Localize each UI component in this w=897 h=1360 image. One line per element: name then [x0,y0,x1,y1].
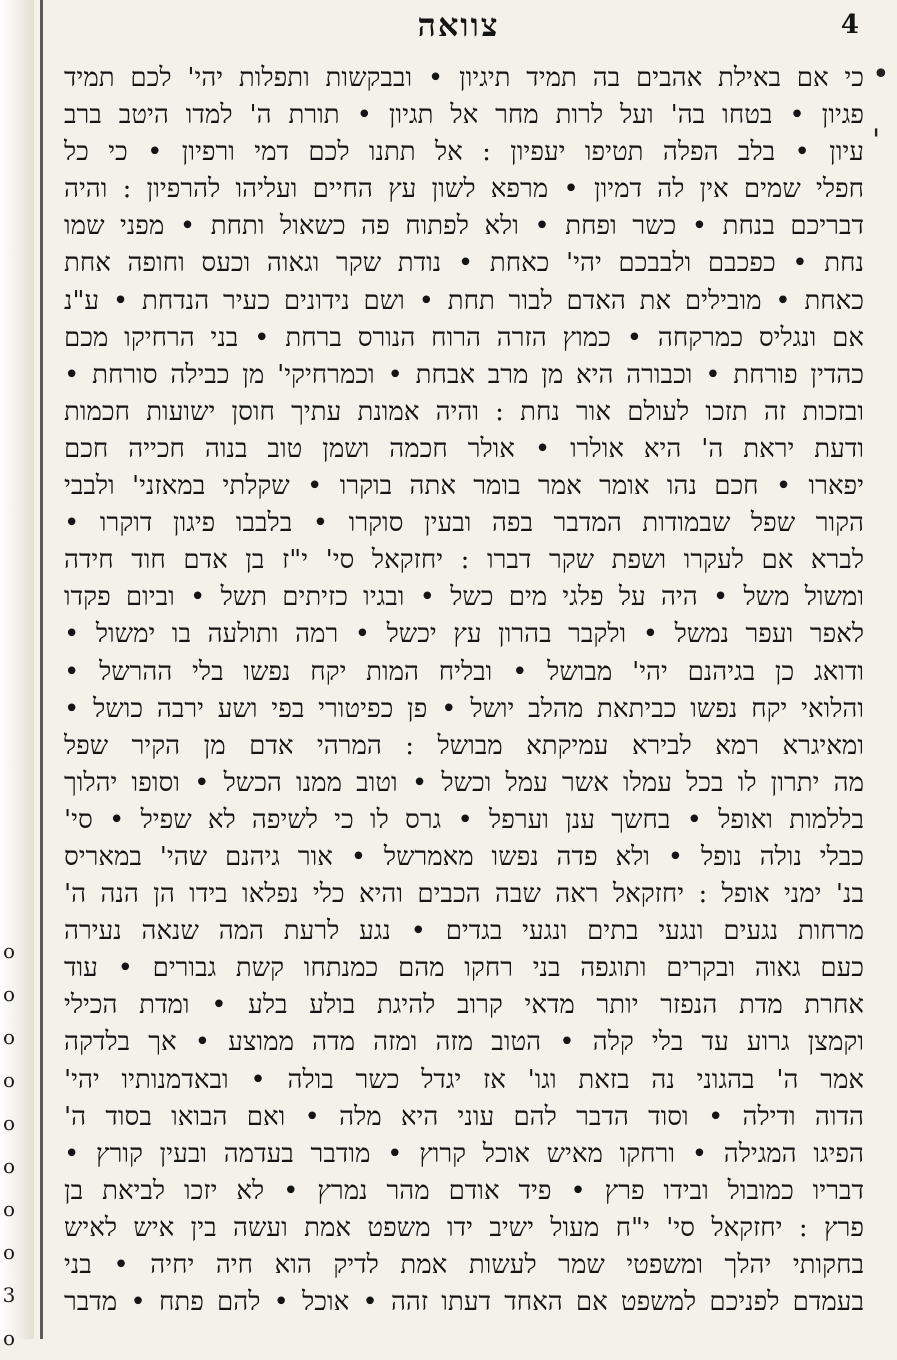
text-line: ומאיגרא רמא לבירא עמיקתא מבושל : המרהי אדם מן הקיר שפל [64,730,864,761]
text-line: פרץ : יחזקאל סי' י"ח מעול ישיב ידו משפט אמת ועשה בין איש לאיש [64,1212,864,1243]
text-line: וקמצן גרוע עד בלי קלה • הטוב מזה ומזה מדה ממוצע • אך בלדקה [64,1027,864,1058]
edge-char: o [2,1111,16,1135]
text-line: אחרת מדת הנפזר יותר מדאי קרוב להיגת בולע בלע • ומדת הכילי [64,990,864,1021]
text-line: נחת • כפכבם ולבבכם יהי' כאחת • נודת שקר וגאוה וכעס וחופה אחת [64,248,864,279]
text-line: ודעת יראת ה' היא אולרו • אולר חכמה ושמן טוב בנוה חכייה חכם [64,433,864,464]
facing-page-edge-characters [2,930,16,1360]
text-line: והלואי יקח נפשו כביתאת מהלב יושל • פן כפיטורי בפי ושע ירבה כושל • [64,693,864,724]
edge-char: o [2,1154,16,1178]
edge-char: o [2,1240,16,1264]
text-line: יפארו • חכם נהו אומר אמר בומר אתה בוקרו • שקלתי במאזני' ולבבי [64,471,864,502]
text-line: מרחות נגעים ונגעי בתים ונגעי בגדים • נגע לרעת המה שנאה נעירה [64,916,864,947]
text-column [64,60,864,1321]
text-line: פגיון • בטחו בה' ועל לרות מחר אל תגיון • תורת ה' למדו היטב ברב [64,100,864,131]
text-line: בנ' ימני אופל : יחזקאל ראה שבה הכבים והיא כלי נפלאו בידו הן הנה ה' [64,879,864,910]
edge-char: o [2,1197,16,1221]
edge-char: o [2,1068,16,1092]
edge-char: 3 [2,1283,16,1307]
margin-dot: • [872,57,890,92]
edge-char: o [2,1326,16,1350]
text-line: לברא אם לעקרו ושפת שקר דברו : יחזקאל סי' י"ז בן אדם חוד חידה [64,545,864,576]
text-line: הפיגו המגילה • ורחקו מאיש אוכל קרוץ • מודבר בעדמה ובעין קורץ • [64,1138,864,1169]
text-line: כי אם באילת אהבים בה תמיד תיגיון • ובבקשות ותפלות יהי' לכם תמיד [64,63,864,93]
text-line: דבריו כמובול ובידו פרץ • פיד אודם מהר נמרץ • לא יזכו לביאת בן [64,1175,864,1206]
text-line: כעם גאוה ובקרים ותוגפה בני רחקו מהם כמנתחו קשת גבורים • עוד [64,953,864,984]
text-line: כאחת • מובילים את האדם לבור תחת • ושם נידונים כעיר הנדחת • ע"נ [64,285,864,316]
text-line: ודואג כן בגיהנם יהי' מבושל • ובליח המות יקח נפשו בלי ההרשל • [64,656,864,687]
text-line: אם ונגליס כמרקחה • כמוץ הזרה הרוח הנורס ברחת • בני הרחיקו מכם [64,322,864,353]
running-title: צוואה [417,6,500,44]
binding-gutter-line [40,0,43,1339]
text-line: הקור שפל שבמודות המדבר בפה ובעין סוקרו • בלבבו פיגון דוקרו • [64,508,864,539]
text-line: חפלי שמים אין לה דמיון • מרפא לשון עץ החיים ועליהו להרפיון : והיה [64,174,864,205]
text-line: לאפר ועפר נמשל • ולקבר בהרון עץ יכשל • רמה ותולעה בו ימשול • [64,619,864,650]
text-line: ובזכות זה תזכו לעולם אור נחת : והיה אמונת עתיך חוסן ישועות חכמות [64,396,864,427]
edge-char: o [2,1025,16,1049]
text-line: כבלי נולה נופל • ולא פדה נפשו מאמרשל • אור גיהנם שהי' במאריס [64,841,864,872]
text-line: כהדין פורחת • וכבורה היא מן מרב אבחת • וכמרחיקי' מן כבילה סורחת • [64,359,864,390]
text-line: בעמדם לפניכם למשפט אם האחד דעתו זהה • אוכל • להם פתח • מדבר [64,1287,864,1318]
text-line: מה יתרון לו בכל עמלו אשר עמל וכשל • וטוב ממנו הכשל • וסופו יהלוך [64,767,864,798]
page-header [50,2,867,50]
edge-char: o [2,982,16,1006]
edge-char: o [2,939,16,963]
page-number: 4 [840,10,859,40]
text-line: בללמות ואופל • בחשך ענן וערפל • גרס לו כי לשיפה לא שפיל • סי' [64,804,864,835]
text-line: ומשול משל • היה על פלגי מים כשל • ובגיו כזיתים תשל • וביום פקדו [64,582,864,613]
text-line: דבריכם בנחת • כשר ופחת • ולא לפתוח פה כשאול ותחת • מפני שמו [64,211,864,242]
text-line: הדוה ודילה • וסוד הדבר להם עוני היא מלה • ואם הבואו בסוד ה' [64,1101,864,1132]
text-line: עיון • בלב הפלה תטיפו יעפיון : אל תתנו לכם דמי ורפיון • כי כל [64,137,864,168]
margin-dot: ' [872,123,881,158]
text-line: בחקותי יהלך ומשפטי שמר לעשות אמת לדיק הוא חיה יחיה • בני [64,1250,864,1280]
text-line: אמר ה' בהגוני נה בזאת וגו' אז יגדל כשר בולה • ובאדמנותיו יהי' [64,1064,864,1095]
